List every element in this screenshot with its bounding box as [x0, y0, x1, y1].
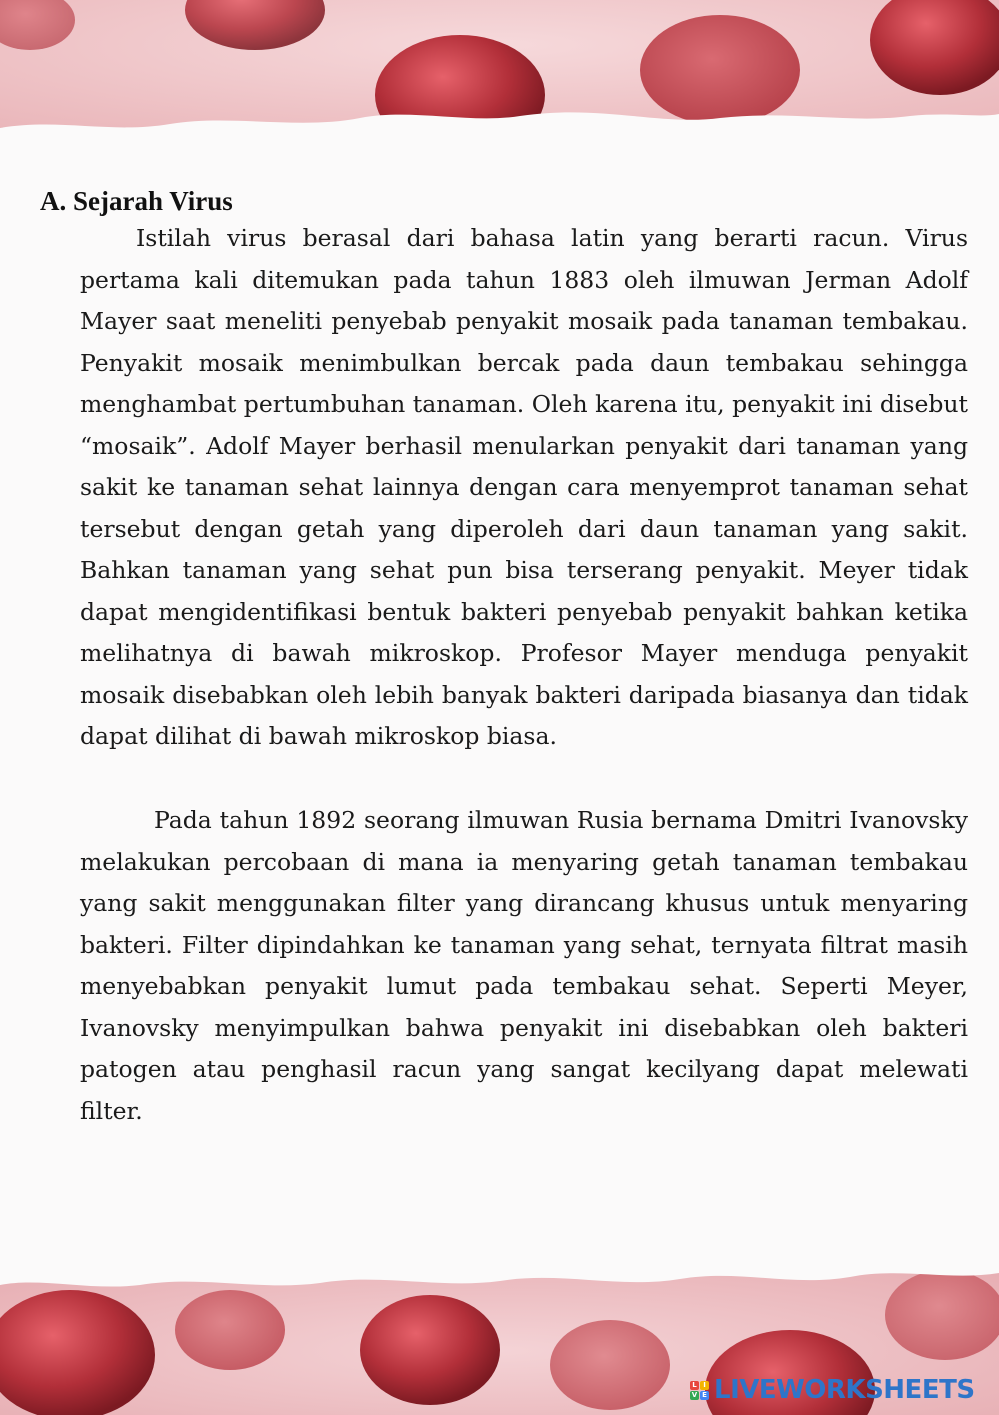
liveworksheets-logo-icon: L I V E — [690, 1381, 709, 1400]
paragraph-1: Istilah virus berasal dari bahasa latin yang berarti racun. Virus pertama kali ditemukan pada tahun 1883 oleh ilmuwan Jerman Adolf Mayer saat meneliti penyebab penyakit mosaik pada tanaman tembakau. Penyakit mosaik menimbulkan bercak pada daun tembakau sehingga menghambat pertumbuhan tanaman. Oleh karena itu, penyakit ini disebut “mosaik”. Adolf Mayer berhasil menularkan penyakit dari tanaman yang sakit ke tanaman sehat lainnya dengan cara menyemprot tanaman sehat tersebut dengan getah yang diperoleh dari daun tanaman yang sakit. Bahkan tanaman yang sehat pun bisa terserang penyakit. Meyer tidak dapat mengidentifikasi bentuk bakteri penyebab penyakit bahkan ketika melihatnya di bawah mikroskop. Profesor Mayer menduga penyakit mosaik disebabkan oleh lebih banyak bakteri daripada biasanya dan tidak dapat dilihat di bawah mikroskop biasa. — [80, 224, 968, 750]
paragraph-2: Pada tahun 1892 seorang ilmuwan Rusia bernama Dmitri Ivanovsky melakukan percobaan di mana ia menyaring getah tanaman tembakau yang sakit menggunakan filter yang dirancang khusus untuk menyaring bakteri. Filter dipindahkan ke tanaman yang sehat, ternyata filtrat masih menyebabkan penyakit lumut pada tembakau sehat. Seperti Meyer, Ivanovsky menyimpulkan bahwa penyakit ini disebabkan oleh bakteri patogen atau penghasil racun yang sangat kecilyang dapat melewati filter. — [80, 806, 968, 1125]
virus-particle-7 — [175, 1290, 285, 1370]
virus-particle-8 — [360, 1295, 500, 1405]
virus-particle-9 — [550, 1320, 670, 1410]
watermark-text: LIVEWORKSHEETS — [714, 1375, 975, 1405]
section-heading: A. Sejarah Virus — [40, 186, 233, 216]
virus-particle-3 — [640, 15, 800, 125]
liveworksheets-watermark[interactable] — [690, 1373, 975, 1407]
top-virus-banner — [0, 0, 999, 150]
